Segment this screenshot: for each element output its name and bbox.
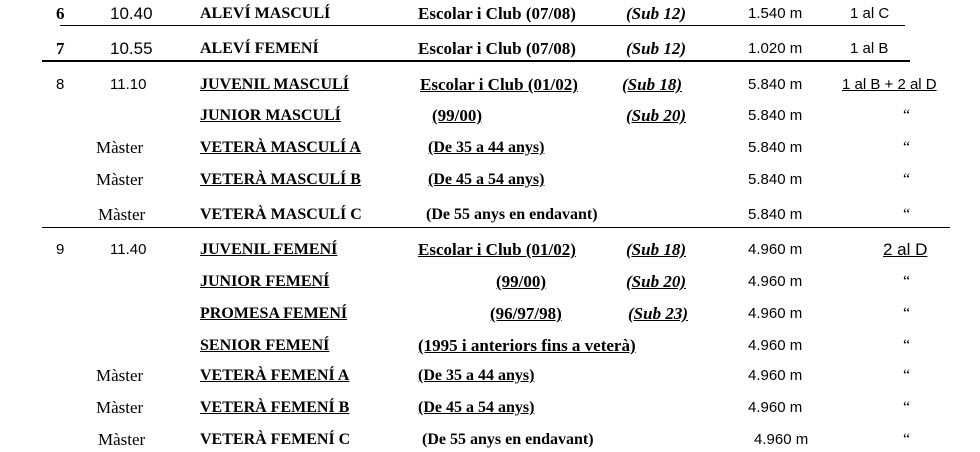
category-detail: Escolar i Club (01/02)	[420, 75, 578, 94]
row-divider	[42, 60, 910, 62]
ditto-mark: “	[903, 305, 911, 322]
table-row	[0, 364, 980, 388]
distance: 5.840 m	[748, 107, 803, 124]
table-row	[0, 334, 980, 358]
category-detail: (De 55 anys en endavant)	[422, 431, 594, 448]
distance: 4.960 m	[748, 337, 803, 354]
table-row	[0, 428, 980, 452]
distance: 4.960 m	[754, 431, 809, 448]
race-number: 7	[56, 39, 65, 58]
master-label: Màster	[96, 398, 144, 417]
distance: 5.840 m	[748, 171, 803, 188]
sub-label: (Sub 12)	[626, 39, 686, 58]
race-number: 6	[56, 4, 65, 23]
balls-info: 1 al B + 2 al D	[842, 76, 937, 93]
master-label: Màster	[98, 430, 146, 449]
category-label: JUVENIL MASCULÍ	[200, 76, 349, 93]
sub-label: (Sub 20)	[626, 106, 686, 125]
balls-info: 2 al D	[883, 240, 928, 259]
category-label: ALEVÍ FEMENÍ	[200, 40, 319, 57]
category-label: ALEVÍ MASCULÍ	[200, 5, 331, 22]
sub-label: (Sub 18)	[622, 75, 682, 94]
category-label: JUNIOR MASCULÍ	[200, 107, 341, 124]
ditto-mark: “	[903, 367, 911, 384]
category-detail: Escolar i Club (07/08)	[418, 4, 576, 23]
sub-label: (Sub 18)	[626, 240, 686, 259]
master-label: Màster	[96, 170, 144, 189]
category-label: VETERÀ MASCULÍ B	[200, 171, 361, 188]
balls-info: 1 al B	[850, 40, 889, 57]
row-divider	[60, 25, 905, 26]
table-row	[0, 73, 980, 97]
category-detail: (99/00)	[432, 106, 483, 125]
distance: 1.020 m	[748, 40, 803, 57]
table-row	[0, 396, 980, 420]
sub-label: (Sub 12)	[626, 4, 686, 23]
table-row	[0, 104, 980, 128]
distance: 1.540 m	[748, 5, 803, 22]
category-detail: Escolar i Club (07/08)	[418, 39, 576, 58]
distance: 4.960 m	[748, 399, 803, 416]
category-label: SENIOR FEMENÍ	[200, 337, 330, 354]
distance: 5.840 m	[748, 206, 803, 223]
table-row	[0, 2, 980, 26]
sub-label: (Sub 20)	[626, 272, 686, 291]
distance: 4.960 m	[748, 241, 803, 258]
category-detail: (1995 i anteriors fins a veterà)	[418, 336, 636, 355]
distance: 4.960 m	[748, 367, 803, 384]
race-number: 8	[56, 76, 65, 93]
distance: 4.960 m	[748, 305, 803, 322]
ditto-mark: “	[903, 273, 911, 290]
table-row	[0, 238, 980, 262]
category-detail: (De 45 a 54 anys)	[418, 399, 535, 416]
sub-label: (Sub 23)	[628, 304, 688, 323]
race-time: 10.55	[110, 39, 153, 58]
ditto-mark: “	[903, 107, 911, 124]
distance: 4.960 m	[748, 273, 803, 290]
ditto-mark: “	[903, 206, 911, 223]
category-detail: (De 45 a 54 anys)	[428, 171, 545, 188]
category-label: VETERÀ FEMENÍ B	[200, 399, 350, 416]
ditto-mark: “	[903, 337, 911, 354]
distance: 5.840 m	[748, 139, 803, 156]
race-time: 11.10	[110, 76, 147, 93]
category-detail: Escolar i Club (01/02)	[418, 240, 576, 259]
table-row	[0, 168, 980, 192]
table-row	[0, 302, 980, 326]
ditto-mark: “	[903, 171, 911, 188]
category-label: VETERÀ MASCULÍ C	[200, 206, 362, 223]
category-label: PROMESA FEMENÍ	[200, 305, 348, 322]
category-detail: (96/97/98)	[490, 304, 562, 323]
table-row	[0, 203, 980, 227]
ditto-mark: “	[903, 139, 911, 156]
row-divider	[42, 227, 950, 228]
category-label: VETERÀ FEMENÍ C	[200, 431, 351, 448]
table-row	[0, 136, 980, 160]
master-label: Màster	[96, 366, 144, 385]
balls-info: 1 al C	[850, 5, 890, 22]
category-detail: (De 35 a 44 anys)	[418, 367, 535, 384]
race-number: 9	[56, 241, 65, 258]
master-label: Màster	[96, 138, 144, 157]
race-time: 11.40	[110, 241, 147, 258]
table-row	[0, 270, 980, 294]
category-detail: (De 35 a 44 anys)	[428, 139, 545, 156]
category-label: VETERÀ MASCULÍ A	[200, 139, 361, 156]
ditto-mark: “	[903, 399, 911, 416]
ditto-mark: “	[903, 431, 911, 448]
table-row	[0, 37, 980, 61]
category-detail: (99/00)	[496, 272, 547, 291]
distance: 5.840 m	[748, 76, 803, 93]
master-label: Màster	[98, 205, 146, 224]
category-label: JUNIOR FEMENÍ	[200, 273, 330, 290]
category-detail: (De 55 anys en endavant)	[426, 206, 598, 223]
race-time: 10.40	[110, 4, 153, 23]
category-label: JUVENIL FEMENÍ	[200, 241, 338, 258]
category-label: VETERÀ FEMENÍ A	[200, 367, 350, 384]
